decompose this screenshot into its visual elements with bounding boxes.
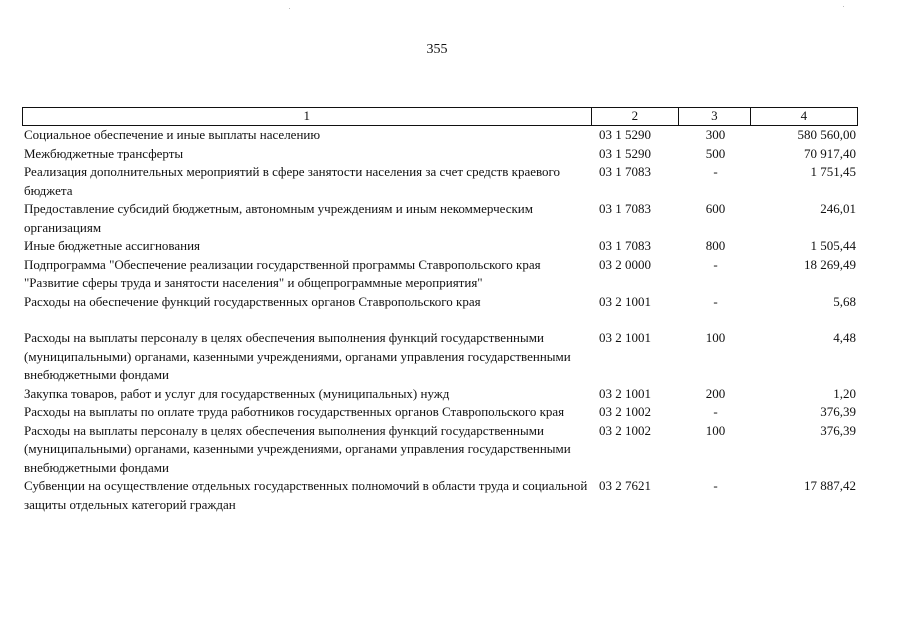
row-expense-type: 100 <box>705 330 726 345</box>
scan-speck <box>289 8 290 9</box>
row-code: 03 2 1002 <box>599 404 651 419</box>
row-expense-type: - <box>713 256 718 272</box>
table-row <box>22 422 858 478</box>
row-amount: 376,39 <box>820 422 856 438</box>
scan-speck <box>843 6 844 7</box>
table-row <box>22 403 858 422</box>
table-row <box>22 200 858 237</box>
table-row <box>22 329 858 385</box>
row-gap <box>22 311 858 329</box>
row-amount: 4,48 <box>833 330 856 345</box>
row-description: Предоставление субсидий бюджетным, автономным учреждениям и иным некоммерческим организациям <box>24 201 533 235</box>
row-expense-type: - <box>713 478 718 493</box>
row-description: Расходы на выплаты по оплате труда работников государственных органов Ставропольского края <box>24 404 565 419</box>
row-expense-type: - <box>713 404 718 419</box>
row-description: Иные бюджетные ассигнования <box>24 238 201 253</box>
page-number: 355 <box>426 42 448 57</box>
table-row <box>22 145 858 164</box>
row-code: 03 1 7083 <box>599 201 651 216</box>
row-expense-type: - <box>713 164 718 179</box>
table-row <box>22 256 858 293</box>
table-row <box>22 126 858 145</box>
row-amount: 5,68 <box>833 293 856 309</box>
row-expense-type: 500 <box>705 145 726 161</box>
row-code: 03 2 1002 <box>599 422 651 438</box>
table-row <box>22 237 858 256</box>
table-row <box>22 385 858 404</box>
table-row <box>22 477 858 514</box>
row-code: 03 1 5290 <box>599 127 651 142</box>
row-code: 03 1 5290 <box>599 145 651 161</box>
row-amount: 17 887,42 <box>804 478 856 493</box>
row-code: 03 2 1001 <box>599 385 651 401</box>
row-description: Расходы на выплаты персоналу в целях обеспечения выполнения функций государственными (муниципальными) органами, казенными учреждениями, органами управления государственными внебюджетными фондами <box>24 330 571 382</box>
row-description: Межбюджетные трансферты <box>24 145 184 161</box>
row-expense-type: 600 <box>705 201 726 216</box>
row-amount: 246,01 <box>820 201 856 216</box>
table-header <box>22 107 858 126</box>
header-col-4: 4 <box>800 108 808 123</box>
row-description: Подпрограмма "Обеспечение реализации государственной программы Ставропольского края "Развитие сферы труда и занятости населения" и общепрограммные мероприятия" <box>24 256 541 290</box>
row-description: Расходы на выплаты персоналу в целях обеспечения выполнения функций государственными (муниципальными) органами, казенными учреждениями, органами управления государственными внебюджетными фондами <box>24 422 571 475</box>
table-row <box>22 293 858 312</box>
row-code: 03 2 1001 <box>599 330 651 345</box>
row-description: Социальное обеспечение и иные выплаты населению <box>24 127 321 142</box>
row-code: 03 1 7083 <box>599 164 651 179</box>
row-amount: 376,39 <box>820 404 856 419</box>
header-col-1: 1 <box>23 108 592 125</box>
row-amount: 1,20 <box>833 385 856 401</box>
header-col-2: 2 <box>592 108 679 125</box>
row-expense-type: 300 <box>705 127 726 142</box>
header-col-3: 3 <box>679 108 751 125</box>
row-expense-type: 800 <box>705 238 726 253</box>
row-description: Расходы на обеспечение функций государственных органов Ставропольского края <box>24 293 481 309</box>
row-description: Закупка товаров, работ и услуг для государственных (муниципальных) нужд <box>24 385 450 401</box>
row-description: Субвенции на осуществление отдельных государственных полномочий в области труда и социальной защиты отдельных категорий граждан <box>24 478 588 512</box>
row-code: 03 1 7083 <box>599 238 651 253</box>
row-amount: 18 269,49 <box>804 256 856 272</box>
row-amount: 580 560,00 <box>797 127 856 142</box>
row-description: Реализация дополнительных мероприятий в сфере занятости населения за счет средств краевого бюджета <box>24 164 561 198</box>
row-expense-type: 100 <box>705 422 726 438</box>
row-amount: 70 917,40 <box>804 145 856 161</box>
row-amount: 1 751,45 <box>810 164 856 179</box>
row-amount: 1 505,44 <box>810 238 856 253</box>
row-code: 03 2 7621 <box>599 478 651 493</box>
row-expense-type: 200 <box>705 385 726 401</box>
row-expense-type: - <box>713 293 718 309</box>
budget-table <box>22 107 858 514</box>
table-body <box>22 126 858 514</box>
row-code: 03 2 1001 <box>599 293 651 309</box>
row-code: 03 2 0000 <box>599 256 651 272</box>
table-row <box>22 163 858 200</box>
